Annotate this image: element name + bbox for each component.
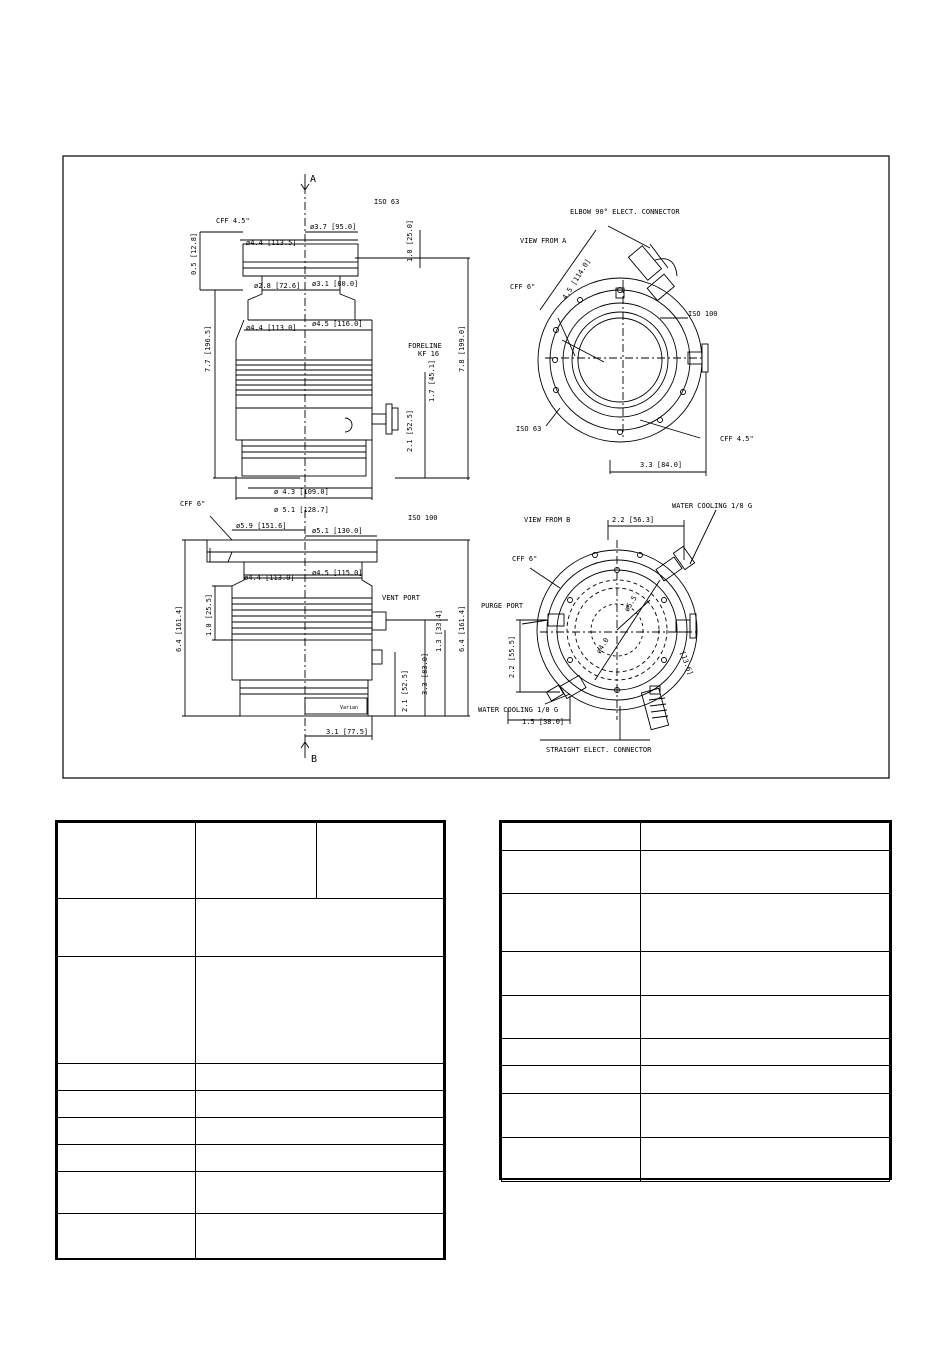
label-d51-1300: ø5.1 [130.0] xyxy=(312,527,363,535)
table-cell xyxy=(317,823,444,899)
label-cff6-a: CFF 6" xyxy=(510,283,536,291)
table-cell xyxy=(641,996,890,1039)
table-cell xyxy=(58,957,196,1064)
view-b-marker: B xyxy=(311,754,318,765)
label-iso63-a: ISO 63 xyxy=(516,425,542,433)
table-row xyxy=(58,1172,444,1214)
label-view-from-a: VIEW FROM A xyxy=(520,237,567,245)
label-v10-250: 1.0 [25.0] xyxy=(406,219,414,262)
label-d45-1140: 4.5 [114.0] xyxy=(560,257,593,302)
table-cell xyxy=(196,1118,444,1145)
label-v77: 7.7 [196.5] xyxy=(204,325,212,372)
table-cell xyxy=(196,1214,444,1259)
label-v33: 3.3 [83.0] xyxy=(421,652,429,695)
table-cell xyxy=(641,1094,890,1138)
table-cell xyxy=(502,996,641,1039)
table-cell xyxy=(58,1145,196,1172)
drawing-frame xyxy=(63,156,889,778)
label-straight: STRAIGHT ELECT. CONNECTOR xyxy=(546,746,652,754)
table-row xyxy=(502,1138,890,1182)
table-cell xyxy=(502,823,641,851)
label-d45-1160: ø4.5 [116.0] xyxy=(312,320,363,328)
table-row xyxy=(502,851,890,894)
label-iso100-bottom: ISO 100 xyxy=(408,514,438,522)
table-row xyxy=(502,823,890,851)
spec-table-left xyxy=(55,820,446,1260)
table-cell xyxy=(641,823,890,851)
label-d45-1150: ø4.5 [115.0] xyxy=(312,569,363,577)
table-cell xyxy=(641,952,890,996)
label-vent-port: VENT PORT xyxy=(382,594,420,602)
table-row xyxy=(502,1066,890,1094)
label-v22: 2.2 [55.5] xyxy=(508,635,516,678)
table-cell xyxy=(58,1118,196,1145)
label-v64-left: 6.4 [161.4] xyxy=(175,605,183,652)
label-d44-1130-top: ø4.4 [113.0] xyxy=(246,324,297,332)
spec-table-left-grid xyxy=(57,822,444,1259)
label-d40: ø4.0 xyxy=(594,636,611,656)
label-d44-1135: ø4.4 [113.5] xyxy=(246,239,297,247)
label-v21-bottom: 2.1 [52.5] xyxy=(401,669,409,712)
label-d13-6: [13.6] xyxy=(678,649,695,677)
label-h31: 3.1 [77.5] xyxy=(326,728,369,736)
table-cell xyxy=(196,1091,444,1118)
table-row xyxy=(502,1094,890,1138)
table-cell xyxy=(641,1066,890,1094)
table-row xyxy=(58,1091,444,1118)
table-cell xyxy=(641,894,890,952)
label-v17: 1.7 [45.1] xyxy=(428,359,436,402)
cooling-ribs-bottom xyxy=(232,598,372,634)
label-iso100-a: ISO 100 xyxy=(688,310,718,318)
table-row xyxy=(58,1214,444,1259)
spec-table-right xyxy=(499,820,892,1180)
label-d31-800: ø3.1 [80.0] xyxy=(312,280,359,288)
table-cell xyxy=(58,1064,196,1091)
table-cell xyxy=(196,1145,444,1172)
table-cell xyxy=(196,1064,444,1091)
table-cell xyxy=(502,1066,641,1094)
table-cell xyxy=(196,957,444,1064)
label-foreline-2: KF 16 xyxy=(418,350,440,358)
table-cell xyxy=(196,823,317,899)
label-h22: 2.2 [56.3] xyxy=(612,516,655,524)
table-cell xyxy=(502,1094,641,1138)
table-cell xyxy=(641,1138,890,1182)
label-water-bottom: WATER COOLING 1/8 G xyxy=(478,706,559,714)
table-row xyxy=(58,899,444,957)
label-iso63-top: ISO 63 xyxy=(374,198,400,206)
spec-table-right-grid xyxy=(501,822,890,1182)
table-row xyxy=(502,952,890,996)
table-cell xyxy=(502,894,641,952)
label-cff45-top: CFF 4.5" xyxy=(216,217,250,225)
table-cell xyxy=(502,952,641,996)
label-d28: ø2.8 [72.6] xyxy=(254,282,301,290)
label-h15: 1.5 [38.0] xyxy=(522,718,565,726)
table-cell xyxy=(58,1172,196,1214)
side-view-bottom xyxy=(182,510,470,758)
table-cell xyxy=(196,1172,444,1214)
label-v05: 0.5 [12.8] xyxy=(190,232,198,275)
table-row xyxy=(58,823,444,899)
table-cell xyxy=(502,1138,641,1182)
label-purge: PURGE PORT xyxy=(481,602,524,610)
label-v13: 1.3 [33.4] xyxy=(435,609,443,652)
label-h33: 3.3 [84.0] xyxy=(640,461,683,469)
label-cff6-bottom: CFF 6" xyxy=(180,500,206,508)
table-cell xyxy=(641,1039,890,1066)
straight-connector xyxy=(641,686,668,730)
table-cell xyxy=(502,1039,641,1066)
water-cooling-fitting-bottom xyxy=(546,675,586,700)
view-a-marker: A xyxy=(310,174,317,185)
label-d37: ø3.7 [95.0] xyxy=(310,223,357,231)
label-cff6-b: CFF 6" xyxy=(512,555,538,563)
table-row xyxy=(58,1145,444,1172)
table-cell xyxy=(58,823,196,899)
label-cff45-a: CFF 4.5" xyxy=(720,435,754,443)
table-cell xyxy=(502,851,641,894)
label-d55: ø5.5 xyxy=(622,594,639,614)
table-cell xyxy=(196,899,444,957)
table-cell xyxy=(58,1214,196,1259)
label-d51-1287: ø 5.1 [128.7] xyxy=(274,506,329,514)
table-row xyxy=(58,1118,444,1145)
label-foreline-1: FORELINE xyxy=(408,342,442,350)
label-d59: ø5.9 [151.6] xyxy=(236,522,287,530)
table-row xyxy=(58,957,444,1064)
label-d43: ø 4.3 [109.0] xyxy=(274,488,329,496)
table-row xyxy=(58,1064,444,1091)
table-row xyxy=(502,996,890,1039)
table-row xyxy=(502,1039,890,1066)
label-v10-255: 1.0 [25.5] xyxy=(205,593,213,636)
table-cell xyxy=(58,1091,196,1118)
label-d44-1130-bottom: ø4.4 [113.0] xyxy=(244,574,295,582)
view-from-a xyxy=(538,226,708,476)
label-elbow: ELBOW 90° ELECT. CONNECTOR xyxy=(570,208,680,216)
table-row xyxy=(502,894,890,952)
label-v21-top: 2.1 [52.5] xyxy=(406,409,414,452)
label-v64-right: 6.4 [161.4] xyxy=(458,605,466,652)
cooling-ribs-top xyxy=(236,360,372,395)
table-cell xyxy=(641,851,890,894)
label-view-from-b: VIEW FROM B xyxy=(524,516,571,524)
nameplate-stamp: Varian xyxy=(340,705,359,711)
label-v78: 7.8 [199.0] xyxy=(458,325,466,372)
table-cell xyxy=(58,899,196,957)
label-water-top: WATER COOLING 1/8 G xyxy=(672,502,753,510)
